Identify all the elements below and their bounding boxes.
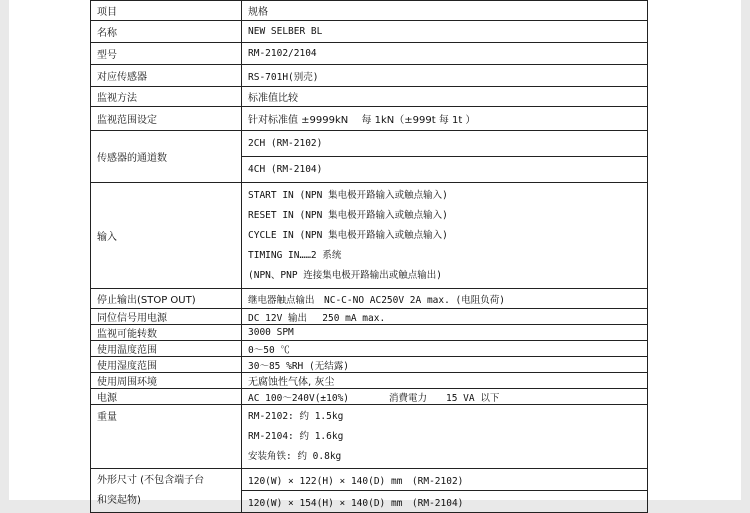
row-value: 针对标准值 ±9999kN 每 1kN（±999t 每 1t ） bbox=[242, 107, 648, 131]
spec-table bbox=[90, 0, 648, 513]
row-value: RS-701H(别売) bbox=[242, 65, 648, 87]
row-value: RM-2102/2104 bbox=[242, 43, 648, 65]
input-line: RESET IN (NPN 集电极开路输入或触点输入) bbox=[248, 209, 448, 221]
weight-line: RM-2102: 约 1.5kg bbox=[248, 410, 344, 422]
row-value: 继电器触点输出 NC-C-NO AC250V 2A max. (电阻负荷) bbox=[242, 289, 648, 309]
table-row bbox=[91, 309, 648, 325]
table-header-row bbox=[91, 1, 648, 21]
row-value: 30～85 %RH (无结露) bbox=[242, 357, 648, 373]
row-label: 使用周围环境 bbox=[91, 373, 242, 389]
table-row bbox=[91, 65, 648, 87]
table-row bbox=[91, 357, 648, 373]
row-label: 停止输出(STOP OUT) bbox=[91, 289, 242, 309]
row-label: 电源 bbox=[91, 389, 242, 405]
row-value: 3000 SPM bbox=[242, 325, 648, 341]
row-label bbox=[91, 469, 242, 513]
table-row bbox=[91, 389, 648, 405]
row-label: 监视范围设定 bbox=[91, 107, 242, 131]
row-value-multi bbox=[242, 405, 648, 469]
input-line: CYCLE IN (NPN 集电极开路输入或触点输入) bbox=[248, 229, 448, 241]
row-label: 使用温度范围 bbox=[91, 341, 242, 357]
row-value: 标准值比较 bbox=[242, 87, 648, 107]
table-row bbox=[91, 325, 648, 341]
input-line: (NPN、PNP 连接集电极开路输出或触点输出) bbox=[248, 269, 442, 281]
table-row bbox=[91, 183, 648, 289]
row-label-line: 和突起物) bbox=[97, 494, 141, 506]
row-label: 重量 bbox=[91, 405, 242, 469]
weight-line: RM-2104: 约 1.6kg bbox=[248, 430, 344, 442]
table-row bbox=[91, 405, 648, 469]
row-value: NEW SELBER BL bbox=[242, 21, 648, 43]
header-item: 项目 bbox=[91, 1, 242, 21]
header-spec: 规格 bbox=[242, 1, 648, 21]
row-value bbox=[242, 389, 648, 405]
weight-line: 安装角铁: 约 0.8kg bbox=[248, 450, 342, 462]
row-label: 输入 bbox=[91, 183, 242, 289]
row-value: 0～50 ℃ bbox=[242, 341, 648, 357]
row-label: 监视方法 bbox=[91, 87, 242, 107]
row-value: 120(W) × 122(H) × 140(D) mm (RM-2102) bbox=[242, 469, 648, 491]
row-label: 同位信号用电源 bbox=[91, 309, 242, 325]
row-label: 型号 bbox=[91, 43, 242, 65]
row-label: 名称 bbox=[91, 21, 242, 43]
row-value: 无腐蚀性气体, 灰尘 bbox=[242, 373, 648, 389]
table-row bbox=[91, 87, 648, 107]
table-row bbox=[91, 21, 648, 43]
row-label: 使用湿度范围 bbox=[91, 357, 242, 373]
row-label-line: 外形尺寸 (不包含端子台 bbox=[97, 474, 205, 486]
row-value: 120(W) × 154(H) × 140(D) mm (RM-2104) bbox=[242, 491, 648, 513]
table-row bbox=[91, 289, 648, 309]
power-value: AC 100～240V(±10%) bbox=[248, 392, 350, 404]
power-consumption: 消費電力 15 VA 以下 bbox=[389, 392, 500, 404]
row-value: 4CH (RM-2104) bbox=[242, 157, 648, 183]
input-line: TIMING IN……2 系统 bbox=[248, 249, 342, 261]
input-line: START IN (NPN 集电极开路输入或触点输入) bbox=[248, 189, 448, 201]
row-value: DC 12V 输出 250 mA max. bbox=[242, 309, 648, 325]
table-row bbox=[91, 131, 648, 157]
row-value-multi bbox=[242, 183, 648, 289]
row-label: 监视可能转数 bbox=[91, 325, 242, 341]
table-row bbox=[91, 43, 648, 65]
row-label: 传感器的通道数 bbox=[91, 131, 242, 183]
row-value: 2CH (RM-2102) bbox=[242, 131, 648, 157]
row-label: 对应传感器 bbox=[91, 65, 242, 87]
table-row bbox=[91, 469, 648, 491]
table-row bbox=[91, 341, 648, 357]
table-row bbox=[91, 107, 648, 131]
table-row bbox=[91, 373, 648, 389]
